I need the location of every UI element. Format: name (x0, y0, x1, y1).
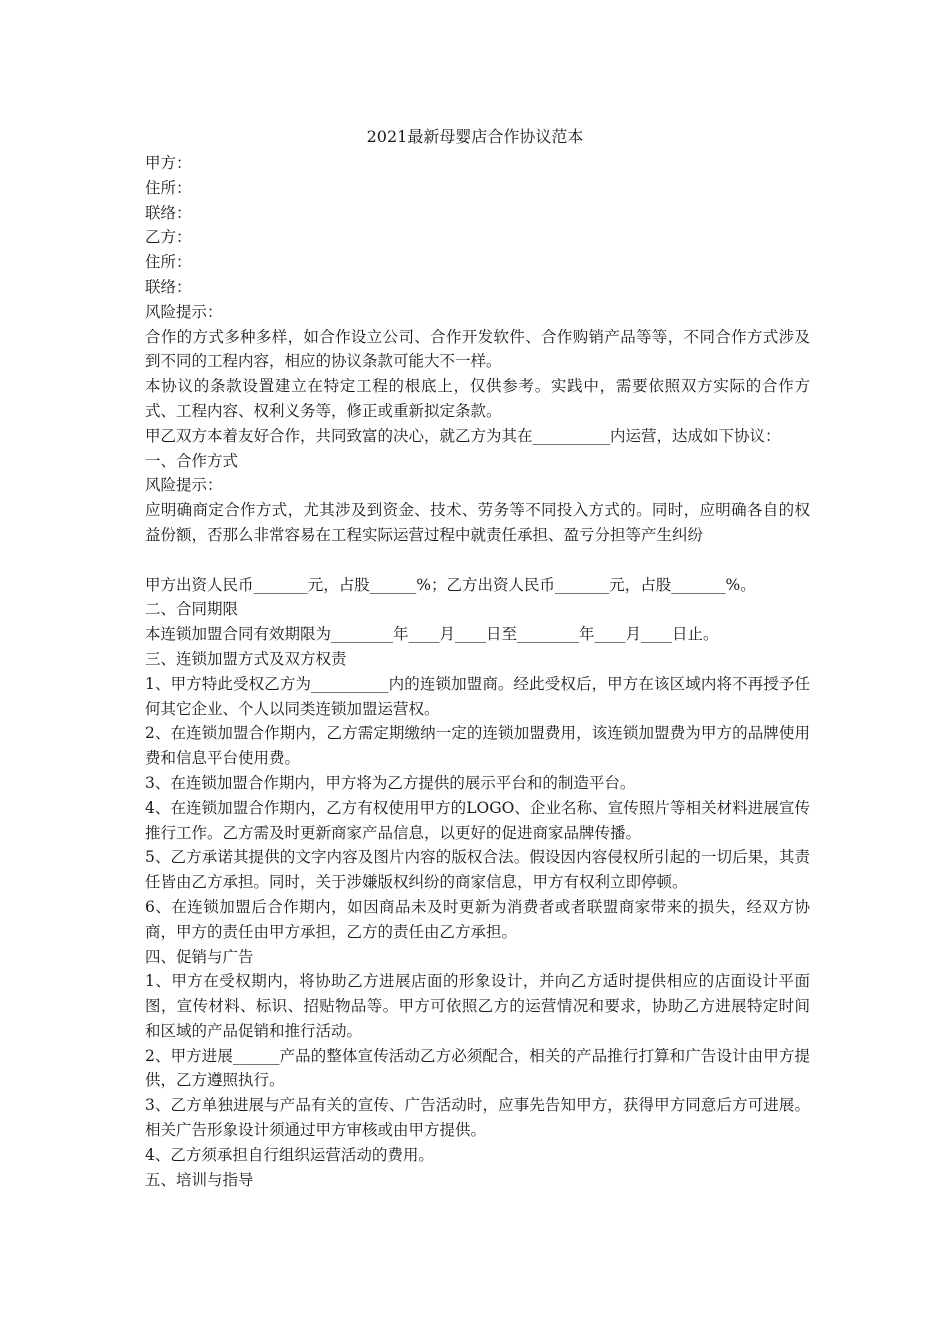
clause-item: 6、在连锁加盟后合作期内，如因商品未及时更新为消费者或者联盟商家带来的损失，经双方协商，甲方的责任由甲方承担，乙方的责任由乙方承担。 (145, 897, 810, 941)
section-heading: 二、合同期限 (145, 600, 239, 619)
risk-label: 风险提示： (145, 476, 223, 495)
party-a-label: 甲方： (145, 154, 192, 172)
clause-item: 3、在连锁加盟合作期内，甲方将为乙方提供的展示平台和的制造平台。 (145, 773, 636, 792)
risk-label: 风险提示： (145, 302, 223, 321)
section-heading: 一、合作方式 (145, 451, 239, 470)
clause-item: 2、甲方进展______产品的整体宣传活动乙方必须配合，相关的产品推行打算和广告设计由甲方提供，乙方遵照执行。 (145, 1046, 810, 1090)
risk-paragraph: 合作的方式多种多样，如合作设立公司、合作开发软件、合作购销产品等等，不同合作方式涉及到不同的工程内容，相应的协议条款可能大不一样。 (145, 327, 810, 371)
clause-item: 3、乙方单独进展与产品有关的宣传、广告活动时，应事先告知甲方，获得甲方同意后方可进展。相关广告形象设计须通过甲方审核或由甲方提供。 (145, 1096, 810, 1140)
clause-item: 1、甲方在受权期内，将协助乙方进展店面的形象设计，并向乙方适时提供相应的店面设计平面图，宣传材料、标识、招贴物品等。甲方可依照乙方的运营情况和要求，协助乙方进展特定时间和区域的产品促销和推行活动。 (145, 972, 810, 1040)
section-heading: 三、连锁加盟方式及双方权责 (145, 649, 347, 668)
clause-item: 5、乙方承诺其提供的文字内容及图片内容的版权合法。假设因内容侵权所引起的一切后果，其责任皆由乙方承担。同时，关于涉嫌版权纠纷的商家信息，甲方有权利立即停顿。 (145, 848, 810, 892)
intro-paragraph: 甲乙双方本着友好合作，共同致富的决心，就乙方为其在__________内运营，达成如下协议： (145, 426, 781, 445)
party-b-contact: 联络： (145, 277, 192, 296)
term-paragraph: 本连锁加盟合同有效期限为________年____月____日至________年____月____日止。 (145, 625, 719, 644)
party-a-contact: 联络： (145, 203, 192, 222)
party-b-label: 乙方： (145, 228, 192, 247)
document-body (145, 151, 810, 1192)
section-heading: 五、培训与指导 (145, 1170, 254, 1189)
party-b-address: 住所： (145, 253, 192, 272)
investment-paragraph: 甲方出资人民币_______元，占股______%；乙方出资人民币_______元，占股_______%。 (145, 575, 756, 594)
section-heading: 四、促销与广告 (145, 947, 254, 966)
clause-item: 4、乙方须承担自行组织运营活动的费用。 (145, 1145, 434, 1164)
party-a-address: 住所： (145, 178, 192, 197)
clause-item: 1、甲方特此受权乙方为__________内的连锁加盟商。经此受权后，甲方在该区域内将不再授予任何其它企业、个人以同类连锁加盟运营权。 (145, 674, 810, 718)
document-title: 2021最新母婴店合作协议范本 (366, 127, 584, 146)
blank-line (145, 548, 810, 573)
clause-item: 2、在连锁加盟合作期内，乙方需定期缴纳一定的连锁加盟费用，该连锁加盟费为甲方的品牌使用费和信息平台使用费。 (145, 724, 810, 768)
risk-paragraph: 应明确商定合作方式，尤其涉及到资金、技术、劳务等不同投入方式的。同时，应明确各自的权益份额，否那么非常容易在工程实际运营过程中就责任承担、盈亏分担等产生纠纷 (145, 501, 810, 544)
clause-item: 4、在连锁加盟合作期内，乙方有权使用甲方的LOGO、企业名称、宣传照片等相关材料进展宣传推行工作。乙方需及时更新商家产品信息，以更好的促进商家品牌传播。 (145, 798, 810, 842)
risk-paragraph: 本协议的条款设置建立在特定工程的根底上，仅供参考。实践中，需要依照双方实际的合作方式、工程内容、权利义务等，修正或重新拟定条款。 (145, 377, 810, 420)
